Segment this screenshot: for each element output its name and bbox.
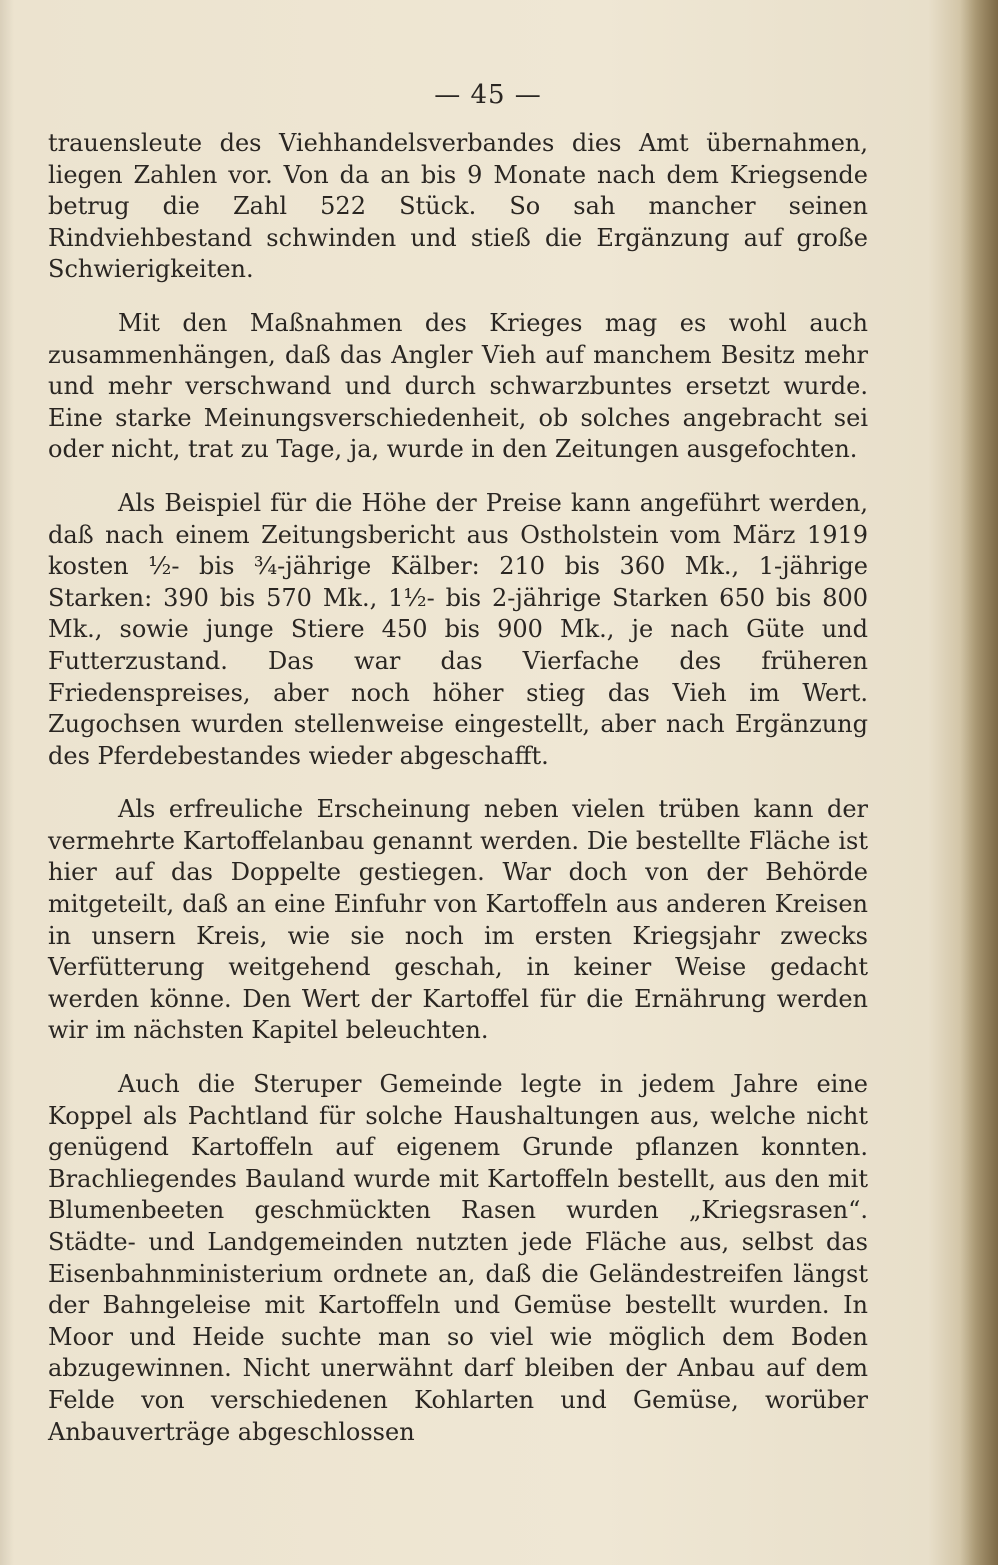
paragraph-preise: Als Beispiel für die Höhe der Preise kann angeführt werden, daß nach einem Zeitungsbericht aus Ostholstein vom März 1919 kosten ½- bis ¾-jährige Kälber: 210 bis 360 Mk., 1-jährige Starken: 390 bis 570 Mk., 1½- bis 2-jährige Starken 650 bis 800 Mk., sowie junge Stiere 450 bis 900 Mk., je nach Güte und Futterzustand. Das war das Vierfache des früheren Friedenspreises, aber noch höher stieg das Vieh im Wert. Zugochsen wurden stellenweise eingestellt, aber nach Ergänzung des Pferdebestandes wieder abgeschafft. — [48, 488, 868, 770]
paragraph-angler-vieh: Mit den Maßnahmen des Krieges mag es wohl auch zusammenhängen, daß das Angler Vieh auf manchem Besitz mehr und mehr verschwand und durch schwarzbuntes ersetzt wurde. Eine starke Meinungsverschiedenheit, ob solches angebracht sei oder nicht, trat zu Tage, ja, wurde in den Zeitungen ausgefochten. — [48, 308, 868, 464]
paragraph-pachtland: Auch die Steruper Gemeinde legte in jedem Jahre eine Koppel als Pachtland für solche Haushaltungen aus, welche nicht genügend Kartoffeln auf eigenem Grunde pflanzen konnten. Brachliegendes Bauland wurde mit Kartoffeln bestellt, aus den mit Blumenbeeten geschmückten Rasen wurden „Kriegsrasen“. Städte- und Landgemeinden nutzten jede Fläche aus, selbst das Eisenbahnministerium ordnete an, daß die Geländestreifen längst der Bahngeleise mit Kartoffeln und Gemüse bestellt wurden. In Moor und Heide suchte man so viel wie möglich dem Boden abzugewinnen. Nicht unerwähnt darf bleiben der Anbau auf dem Felde von verschiedenen Kohlarten und Gemüse, worüber Anbauverträge abgeschlossen — [48, 1070, 868, 1446]
text-block — [48, 80, 868, 1470]
paragraph-kartoffelanbau: Als erfreuliche Erscheinung neben vielen trüben kann der vermehrte Kartoffelanbau genannt werden. Die bestellte Fläche ist hier auf das Doppelte gestiegen. War doch von der Behörde mitgeteilt, daß an eine Einfuhr von Kartoffeln aus anderen Kreisen in unsern Kreis, wie sie noch im ersten Kriegsjahr zwecks Verfütterung weitgehend geschah, in keiner Weise gedacht werden könne. Den Wert der Kartoffel für die Ernährung werden wir im nächsten Kapitel beleuchten. — [48, 795, 868, 1045]
page-number: — 45 — — [434, 80, 542, 110]
paragraph-continuation: trauensleute des Viehhandelsverbandes dies Amt übernahmen, liegen Zahlen vor. Von da an bis 9 Monate nach dem Kriegsende betrug die Zahl 522 Stück. So sah mancher seinen Rindviehbestand schwinden und stieß die Ergänzung auf große Schwierigkeiten. — [48, 129, 868, 284]
page-gutter-shadow — [960, 0, 998, 1565]
